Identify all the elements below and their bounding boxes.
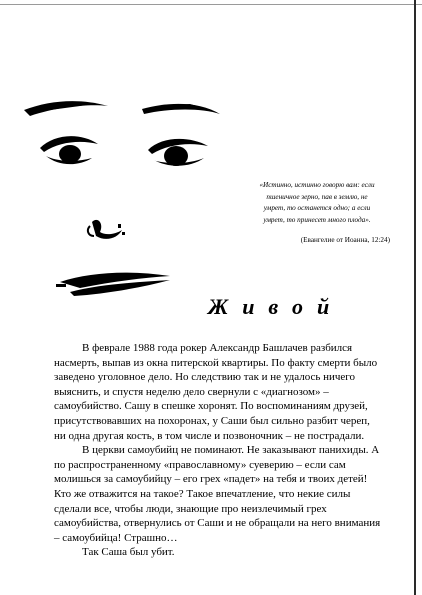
paragraph-3: Так Саша был убит. xyxy=(82,546,175,559)
paragraph-1: В феврале 1988 года рокер Александр Башлачев разбился насмерть, выпав из окна питерской квартиры. По факту смерти было заведено уголовное дело. Но следствию так и не удалось ничего выяснить, и спустя неделю дело свернули с «диагнозом» – самоубийство. Сашу в спешке хоронят. По воспоминаниям друзей, присутствовавших на похоронах, у Саши был сильно разбит череп, ни одна другая кость, в том числе и позвоночник – не пострадали. xyxy=(54,342,378,442)
epigraph-source: (Евангелие от Иоанна, 12:24) xyxy=(300,236,390,244)
nose xyxy=(92,220,122,239)
epigraph-quote: «Истинно, истинно говорю вам: если пшеничное зерно, пав в землю, не умрет, то останется одно; а если умрет, то принесет много плода». xyxy=(259,181,375,224)
face-illustration xyxy=(20,96,235,306)
paragraph-2: В церкви самоубийц не поминают. Не заказывают панихиды. А по распространенному «православному» суеверию – если сам молишься за самоубийцу – его грех «падет» на тебя и твоих детей! Кто же отважится на такое? Такое впечатление, что некие силы сделали все, чтобы люди, знающие про неизлечимый грех самоубийства, отвернулись от Саши и не обращали на него внимания – самоубийца! Страшно… xyxy=(54,444,381,544)
page-title: Живой xyxy=(208,294,344,319)
page-right-rule xyxy=(414,0,416,595)
article-body xyxy=(54,341,384,560)
page-top-rule xyxy=(0,4,422,5)
